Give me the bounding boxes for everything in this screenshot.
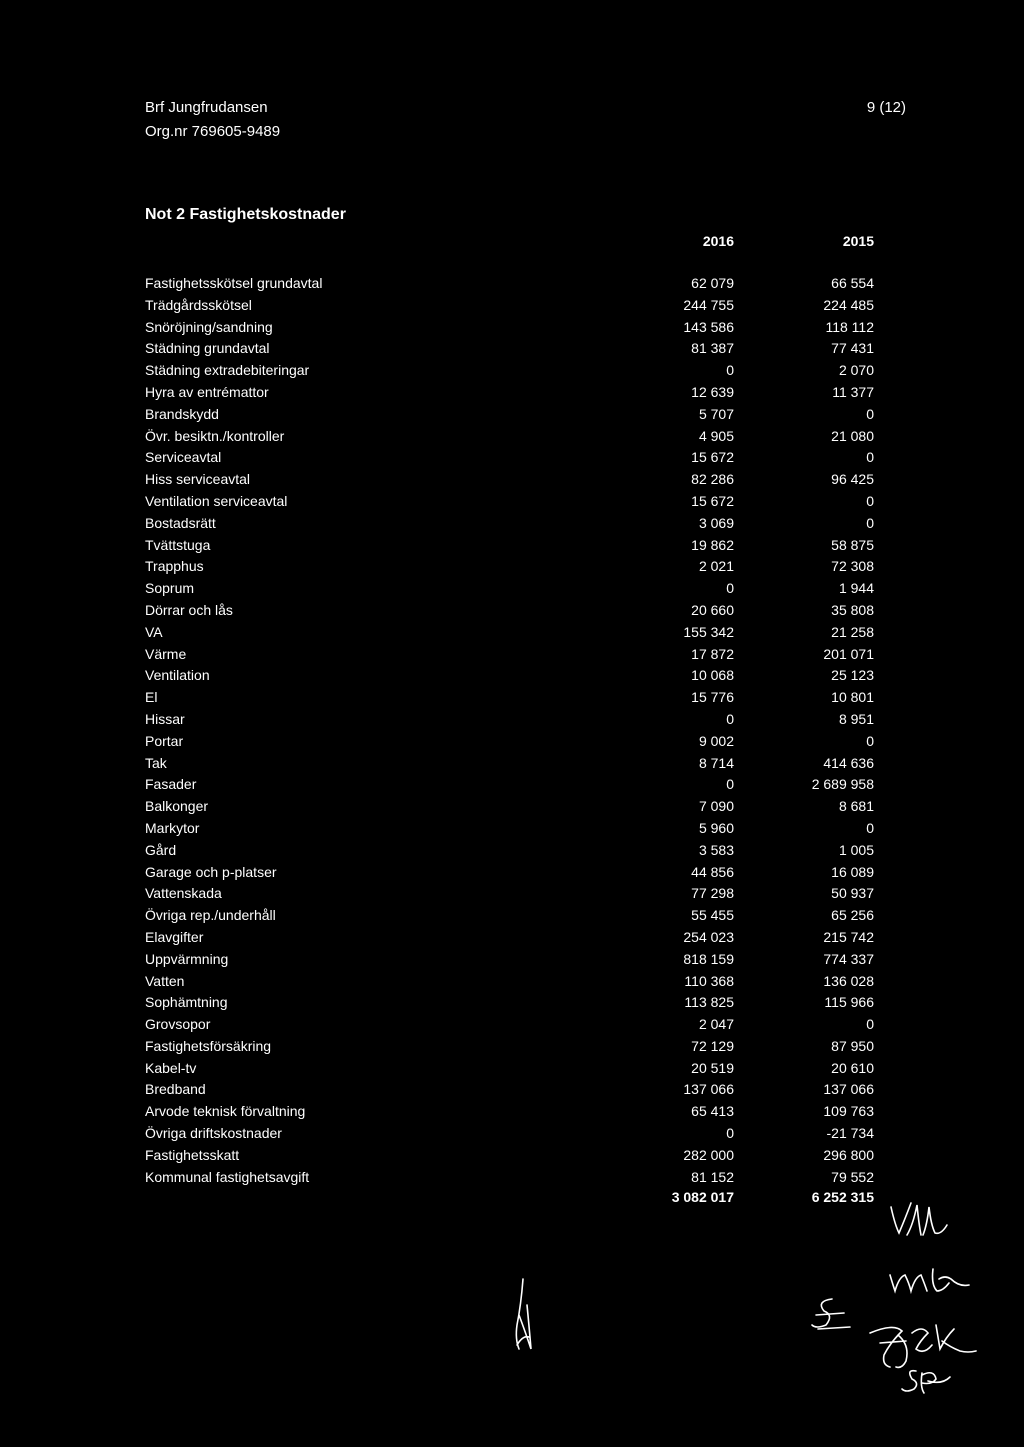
table-row (145, 622, 875, 644)
row-label: Garage och p-platser (145, 863, 277, 880)
row-value-2015: 0 (866, 514, 874, 531)
row-label: Hissar (145, 710, 185, 727)
row-value-2016: 77 298 (691, 885, 734, 902)
row-value-2016: 19 862 (691, 536, 734, 553)
row-value-2015: 96 425 (831, 471, 874, 488)
row-value-2016: 254 023 (683, 928, 734, 945)
row-label: Portar (145, 732, 184, 749)
row-value-2015: 50 937 (831, 885, 874, 902)
row-value-2016: 62 079 (691, 275, 734, 291)
row-value-2015: 774 337 (823, 950, 874, 967)
row-label: Tvättstuga (145, 536, 211, 553)
row-label: Övr. besiktn./kontroller (145, 427, 285, 444)
row-value-2015: 215 742 (823, 928, 874, 945)
row-value-2015: 0 (866, 449, 874, 466)
row-value-2016: 55 455 (691, 907, 734, 924)
document-header (145, 96, 280, 144)
row-value-2016: 65 413 (691, 1103, 734, 1120)
row-label: Grovsopor (145, 1016, 211, 1033)
column-header-2015: 2015 (842, 233, 874, 249)
table-row (145, 1101, 875, 1123)
row-label: VA (145, 623, 163, 640)
row-value-2015: 1 944 (838, 580, 874, 597)
table-row (145, 600, 875, 622)
row-label: Ventilation serviceavtal (145, 492, 288, 509)
table-row (145, 927, 875, 949)
row-label: Gård (145, 841, 177, 858)
row-value-2015: 1 005 (838, 841, 874, 858)
row-value-2016: 3 069 (698, 514, 734, 531)
row-value-2016: 20 660 (691, 601, 734, 618)
row-label: Städning extradebiteringar (145, 362, 310, 379)
row-value-2015: 58 875 (831, 536, 874, 553)
row-value-2016: 82 286 (691, 471, 734, 488)
row-value-2016: 0 (726, 580, 734, 597)
note-title: Not 2 Fastighetskostnader (145, 206, 346, 223)
table-row (145, 862, 875, 884)
table-row (145, 338, 875, 360)
row-value-2016: 282 000 (683, 1146, 734, 1163)
signature-initials-1 (885, 1195, 965, 1245)
row-label: Bredband (145, 1081, 206, 1098)
table-row (145, 883, 875, 905)
row-value-2016: 44 856 (691, 863, 734, 880)
row-label: Trapphus (145, 558, 204, 575)
row-value-2016: 81 152 (691, 1168, 734, 1185)
table-row (145, 818, 875, 840)
table-row (145, 382, 875, 404)
row-value-2015: 25 123 (831, 667, 874, 684)
row-value-2015: 2 689 958 (811, 776, 874, 793)
table-row (145, 1014, 875, 1036)
total-2016: 3 082 017 (671, 1189, 734, 1205)
row-value-2015: 137 066 (823, 1081, 874, 1098)
row-label: Kommunal fastighetsavgift (145, 1168, 310, 1185)
row-value-2015: 0 (866, 732, 874, 749)
row-value-2016: 2 021 (698, 558, 734, 575)
page-number: 9 (12) (866, 99, 906, 116)
table-row (145, 1036, 875, 1058)
row-value-2015: 20 610 (831, 1059, 874, 1076)
row-value-2016: 155 342 (683, 623, 734, 640)
row-value-2015: 11 377 (832, 383, 874, 400)
table-row (145, 665, 875, 687)
row-value-2016: 244 755 (683, 296, 734, 313)
table-row (145, 840, 875, 862)
row-label: Kabel-tv (145, 1059, 197, 1076)
row-value-2015: 115 966 (824, 994, 874, 1011)
table-row (145, 491, 875, 513)
row-value-2015: 21 258 (831, 623, 874, 640)
row-label: Övriga driftskostnader (145, 1125, 282, 1142)
row-label: Hyra av entrémattor (145, 383, 269, 400)
table-row (145, 992, 875, 1014)
row-value-2015: 8 681 (838, 798, 874, 815)
row-label: Fastighetsskatt (145, 1146, 240, 1163)
row-label: Uppvärmning (145, 950, 229, 967)
row-value-2015: 136 028 (823, 972, 874, 989)
total-row (145, 1186, 875, 1208)
row-value-2016: 81 387 (691, 340, 734, 357)
row-value-2015: 224 485 (823, 296, 874, 313)
row-value-2015: 2 070 (838, 362, 874, 379)
row-value-2015: 35 808 (831, 601, 874, 618)
row-value-2015: 21 080 (831, 427, 874, 444)
row-value-2015: 8 951 (838, 710, 874, 727)
table-row (145, 317, 875, 339)
row-value-2016: 818 159 (683, 950, 734, 967)
table-row (145, 731, 875, 753)
row-label: Vattenskada (145, 885, 222, 902)
table-row (145, 469, 875, 491)
table-row (145, 753, 875, 775)
row-value-2015: 65 256 (831, 907, 874, 924)
row-label: Tak (145, 754, 167, 771)
table-row (145, 971, 875, 993)
table-row (145, 1058, 875, 1080)
table-row (145, 535, 875, 557)
row-value-2016: 113 825 (684, 994, 734, 1011)
row-value-2016: 20 519 (691, 1059, 734, 1076)
row-label: Brandskydd (145, 405, 219, 422)
table-row (145, 687, 875, 709)
row-label: Fastighetsskötsel grundavtal (145, 275, 323, 291)
row-value-2015: 87 950 (831, 1037, 874, 1054)
table-row (145, 1145, 875, 1167)
row-label: Fasader (145, 776, 197, 793)
row-value-2015: 118 112 (825, 318, 874, 335)
signature-mark (505, 1275, 545, 1355)
signature-multiple (810, 1285, 980, 1400)
organization-number: Org.nr 769605-9489 (145, 123, 281, 140)
table-row (145, 1079, 875, 1101)
row-value-2016: 8 714 (698, 754, 734, 771)
table-row (145, 644, 875, 666)
row-label: Övriga rep./underhåll (145, 907, 276, 924)
row-value-2015: 0 (866, 1016, 874, 1033)
table-row (145, 513, 875, 535)
row-value-2015: 296 800 (823, 1146, 874, 1163)
table-row (145, 426, 875, 448)
row-value-2015: 66 554 (831, 275, 874, 291)
row-label: Vatten (145, 972, 185, 989)
row-value-2016: 0 (726, 710, 734, 727)
row-value-2015: 0 (866, 405, 874, 422)
row-value-2015: 10 801 (831, 689, 874, 706)
row-value-2016: 0 (726, 1125, 734, 1142)
row-value-2015: 16 089 (831, 863, 874, 880)
row-value-2015: 414 636 (823, 754, 874, 771)
row-value-2016: 9 002 (698, 732, 734, 749)
total-2015: 6 252 315 (811, 1189, 874, 1205)
row-label: Värme (145, 645, 187, 662)
row-value-2016: 2 047 (698, 1016, 734, 1033)
row-label: Arvode teknisk förvaltning (145, 1103, 306, 1120)
row-value-2016: 12 639 (691, 383, 734, 400)
table-row (145, 1123, 875, 1145)
row-value-2016: 110 368 (684, 972, 734, 989)
table-row (145, 949, 875, 971)
row-label: Snöröjning/sandning (145, 318, 273, 335)
table-row (145, 796, 875, 818)
table-row (145, 404, 875, 426)
table-row (145, 556, 875, 578)
organization-name: Brf Jungfrudansen (145, 99, 268, 116)
row-value-2015: -21 734 (826, 1125, 874, 1142)
table-row (145, 774, 875, 796)
row-value-2015: 79 552 (831, 1168, 874, 1185)
row-label: El (145, 689, 158, 706)
table-row (145, 447, 875, 469)
row-label: Balkonger (145, 798, 209, 815)
row-label: Serviceavtal (145, 449, 222, 466)
row-label: Dörrar och lås (145, 601, 233, 618)
table-row (145, 578, 875, 600)
row-value-2016: 137 066 (683, 1081, 734, 1098)
row-value-2015: 109 763 (823, 1103, 874, 1120)
table-row (145, 360, 875, 382)
row-value-2015: 201 071 (823, 645, 874, 662)
row-label: Ventilation (145, 667, 210, 684)
row-value-2016: 72 129 (691, 1037, 734, 1054)
table-row (145, 273, 875, 295)
row-value-2015: 72 308 (831, 558, 874, 575)
row-value-2016: 15 672 (691, 492, 734, 509)
row-label: Soprum (145, 580, 195, 597)
row-value-2016: 10 068 (691, 667, 734, 684)
row-value-2015: 0 (866, 819, 874, 836)
table-row (145, 709, 875, 731)
table-row (145, 295, 875, 317)
table-row (145, 905, 875, 927)
row-value-2015: 77 431 (831, 340, 874, 357)
row-label: Markytor (145, 819, 200, 836)
row-label: Bostadsrätt (145, 514, 216, 531)
row-label: Fastighetsförsäkring (145, 1037, 272, 1054)
row-label: Hiss serviceavtal (145, 471, 251, 488)
row-value-2016: 15 776 (691, 689, 734, 706)
row-value-2016: 143 586 (683, 318, 734, 335)
column-header-2016: 2016 (702, 233, 734, 249)
row-value-2016: 17 872 (691, 645, 734, 662)
row-value-2016: 0 (726, 362, 734, 379)
row-value-2016: 5 707 (698, 405, 734, 422)
row-value-2016: 15 672 (691, 449, 734, 466)
row-value-2015: 0 (866, 492, 874, 509)
cost-table (145, 273, 875, 1188)
row-label: Städning grundavtal (145, 340, 270, 357)
row-value-2016: 3 583 (698, 841, 734, 858)
row-value-2016: 7 090 (698, 798, 734, 815)
row-value-2016: 5 960 (698, 819, 734, 836)
row-label: Sophämtning (145, 994, 228, 1011)
row-label: Elavgifter (145, 928, 204, 945)
row-value-2016: 4 905 (698, 427, 734, 444)
row-label: Trädgårdsskötsel (145, 296, 252, 313)
row-value-2016: 0 (726, 776, 734, 793)
